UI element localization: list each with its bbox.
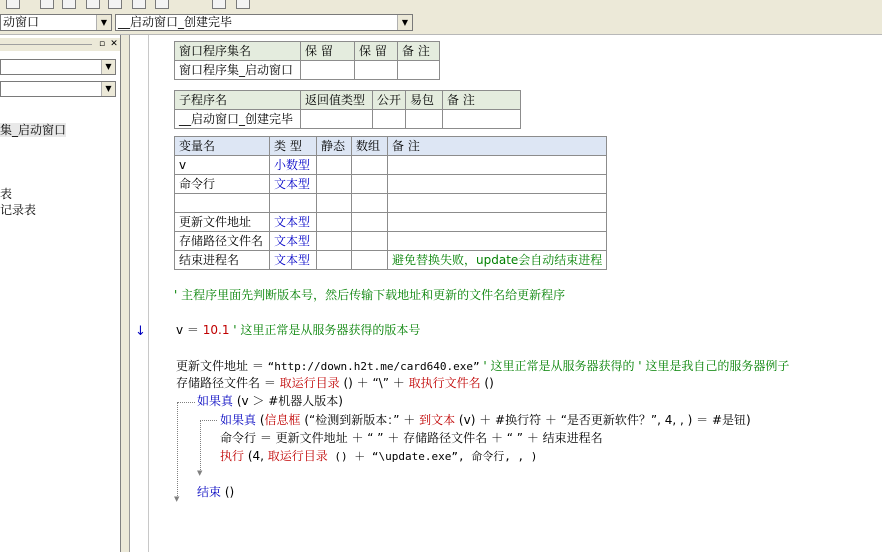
var-type-cell[interactable] <box>270 194 317 213</box>
left-panel <box>0 35 121 552</box>
subroutine-selector-value: __启动窗口_创建完毕 <box>118 15 233 29</box>
var-note-cell[interactable] <box>388 213 607 232</box>
code-text: () <box>221 485 235 499</box>
chevron-down-icon[interactable]: ▼ <box>101 82 115 96</box>
left-panel-titlebar <box>0 38 120 51</box>
table-header: 保 留 <box>355 42 398 61</box>
var-name-cell[interactable] <box>175 194 270 213</box>
editor-gutter <box>148 35 149 552</box>
table-cell[interactable] <box>443 110 521 129</box>
code-text: (4, <box>244 449 268 463</box>
table-cell[interactable] <box>406 110 443 129</box>
var-type-cell[interactable]: 小数型 <box>270 156 317 175</box>
tree-item[interactable]: 记录表 <box>0 203 37 217</box>
restore-icon[interactable]: ▫ <box>98 39 106 49</box>
var-array-cell[interactable] <box>352 232 388 251</box>
code-text: (v) ＋ #换行符 ＋ “是否更新软件？”, 4, , ) ＝ #是钮) <box>455 413 751 427</box>
table-header: 公开 <box>373 91 406 110</box>
var-array-cell[interactable] <box>352 213 388 232</box>
table-header: 窗口程序集名 <box>175 42 301 61</box>
chevron-down-icon[interactable]: ▼ <box>96 15 111 30</box>
code-function: 取运行目录 <box>267 449 328 463</box>
flow-line <box>177 402 178 498</box>
var-type-cell[interactable]: 文本型 <box>270 213 317 232</box>
tree-item[interactable]: 集_启动窗口 <box>0 123 67 137</box>
code-line-version[interactable] <box>176 323 420 338</box>
toolbar-button-icon[interactable] <box>40 0 54 9</box>
table-header: 保 留 <box>301 42 355 61</box>
var-name-cell[interactable]: 结束进程名 <box>175 251 270 270</box>
code-function: 取执行文件名 <box>408 376 481 390</box>
var-array-cell[interactable] <box>352 194 388 213</box>
code-line-if-msgbox[interactable] <box>220 413 751 428</box>
code-line-exec[interactable] <box>220 449 537 464</box>
toolbar-button-icon[interactable] <box>212 0 226 9</box>
code-keyword: 如果真 <box>220 413 257 427</box>
var-static-cell[interactable] <box>317 213 352 232</box>
code-line-end[interactable] <box>197 485 234 500</box>
var-array-cell[interactable] <box>352 175 388 194</box>
code-comment: ' 这里正常是从服务器获得的 ' 这里是我自己的服务器例子 <box>479 359 790 373</box>
code-function: 到文本 <box>419 413 456 427</box>
table-row[interactable] <box>175 156 607 175</box>
var-note-cell[interactable] <box>388 175 607 194</box>
table-header: 类 型 <box>270 137 317 156</box>
code-function: 执行 <box>220 449 245 463</box>
code-function: 信息框 <box>264 413 301 427</box>
var-name-cell[interactable]: 更新文件地址 <box>175 213 270 232</box>
toolbar-button-icon[interactable] <box>132 0 146 9</box>
flow-line <box>200 420 201 472</box>
code-line-url[interactable] <box>176 359 789 374</box>
left-panel-combo[interactable] <box>0 81 116 97</box>
code-text: (“检测到新版本：” ＋ <box>300 413 420 427</box>
var-static-cell[interactable] <box>317 175 352 194</box>
var-name-cell[interactable]: 命令行 <box>175 175 270 194</box>
titlebar-grip <box>0 44 92 45</box>
code-text: ( <box>256 413 265 427</box>
current-line-arrow-icon: ↓ <box>135 324 146 339</box>
var-static-cell[interactable] <box>317 251 352 270</box>
var-array-cell[interactable] <box>352 156 388 175</box>
window-selector-value: 动窗口 <box>3 15 40 29</box>
table-row[interactable] <box>175 232 607 251</box>
code-text: v ＝ <box>176 323 203 337</box>
flow-end-arrow-icon: ▼ <box>174 495 180 503</box>
selector-bar <box>0 12 882 35</box>
variable-table <box>174 136 607 270</box>
code-text: 存储路径文件名 ＝ <box>176 376 280 390</box>
table-cell[interactable] <box>301 61 355 80</box>
subroutine-table <box>174 90 521 129</box>
table-cell[interactable]: 窗口程序集_启动窗口 <box>175 61 301 80</box>
var-type-cell[interactable]: 文本型 <box>270 251 317 270</box>
code-function: 结束 <box>197 485 222 499</box>
code-line-cmd[interactable]: 命令行 ＝ 更新文件地址 ＋ “ ” ＋ 存储路径文件名 ＋ “ ” ＋ 结束进程名 <box>220 431 603 445</box>
var-array-cell[interactable] <box>352 251 388 270</box>
table-header: 子程序名 <box>175 91 301 110</box>
table-header: 备 注 <box>388 137 607 156</box>
table-header: 返回值类型 <box>301 91 373 110</box>
code-line-path[interactable] <box>176 376 494 391</box>
code-text: 更新文件地址 ＝ <box>176 359 268 373</box>
table-header: 变量名 <box>175 137 270 156</box>
code-comment-line[interactable]: ' 主程序里面先判断版本号，然后传输下载地址和更新的文件名给更新程序 <box>174 288 566 302</box>
toolbar-button-icon[interactable] <box>62 0 76 9</box>
var-note-cell[interactable]: 避免替换失败，update会自动结束进程 <box>388 251 607 270</box>
var-name-cell[interactable]: v <box>175 156 270 175</box>
flow-line <box>200 420 217 421</box>
table-row[interactable] <box>175 175 607 194</box>
var-note-cell[interactable] <box>388 194 607 213</box>
tree-item[interactable]: 表 <box>0 187 13 201</box>
panel-splitter[interactable] <box>121 35 130 552</box>
var-note-cell[interactable] <box>388 232 607 251</box>
table-cell[interactable] <box>373 110 406 129</box>
code-keyword: 如果真 <box>197 394 234 408</box>
var-type-cell[interactable]: 文本型 <box>270 232 317 251</box>
chevron-down-icon[interactable]: ▼ <box>101 60 115 74</box>
code-text: () ＋ “\” ＋ <box>339 376 409 390</box>
flow-end-arrow-icon: ▼ <box>197 469 203 477</box>
toolbar-button-icon[interactable] <box>86 0 100 9</box>
flow-line <box>177 402 195 403</box>
var-static-cell[interactable] <box>317 156 352 175</box>
close-icon[interactable]: ✕ <box>110 39 118 49</box>
code-comment: ' 这里正常是从服务器获得的版本号 <box>229 323 421 337</box>
toolbar-button-icon[interactable] <box>108 0 122 9</box>
toolbar-button-icon[interactable] <box>6 0 20 9</box>
table-row[interactable] <box>175 251 607 270</box>
table-cell[interactable] <box>355 61 398 80</box>
var-static-cell[interactable] <box>317 232 352 251</box>
chevron-down-icon[interactable]: ▼ <box>397 15 412 30</box>
code-text: () <box>480 376 494 390</box>
table-cell[interactable] <box>301 110 373 129</box>
code-text: (v ＞ #机器人版本) <box>233 394 343 408</box>
code-line-if-version[interactable] <box>197 394 343 409</box>
window-assembly-table <box>174 41 440 80</box>
var-static-cell[interactable] <box>317 194 352 213</box>
table-header: 静态 <box>317 137 352 156</box>
code-number: 10.1 <box>202 323 230 337</box>
code-function: 取运行目录 <box>279 376 340 390</box>
table-row[interactable] <box>175 194 607 213</box>
table-row[interactable] <box>175 213 607 232</box>
table-cell[interactable] <box>398 61 440 80</box>
table-header: 备 注 <box>443 91 521 110</box>
var-note-cell[interactable] <box>388 156 607 175</box>
table-header: 易包 <box>406 91 443 110</box>
var-type-cell[interactable]: 文本型 <box>270 175 317 194</box>
toolbar-button-icon[interactable] <box>155 0 169 9</box>
code-text: () ＋ “\update.exe”, 命令行, , ) <box>327 450 538 463</box>
table-header: 数组 <box>352 137 388 156</box>
window-selector[interactable] <box>0 14 112 31</box>
subroutine-selector[interactable] <box>115 14 413 31</box>
toolbar <box>0 0 882 12</box>
code-string: “http://down.h2t.me/card640.exe” <box>267 360 480 373</box>
table-cell[interactable]: __启动窗口_创建完毕 <box>175 110 301 129</box>
left-panel-combo[interactable] <box>0 59 116 75</box>
var-name-cell[interactable]: 存储路径文件名 <box>175 232 270 251</box>
table-header: 备 注 <box>398 42 440 61</box>
toolbar-button-icon[interactable] <box>236 0 250 9</box>
